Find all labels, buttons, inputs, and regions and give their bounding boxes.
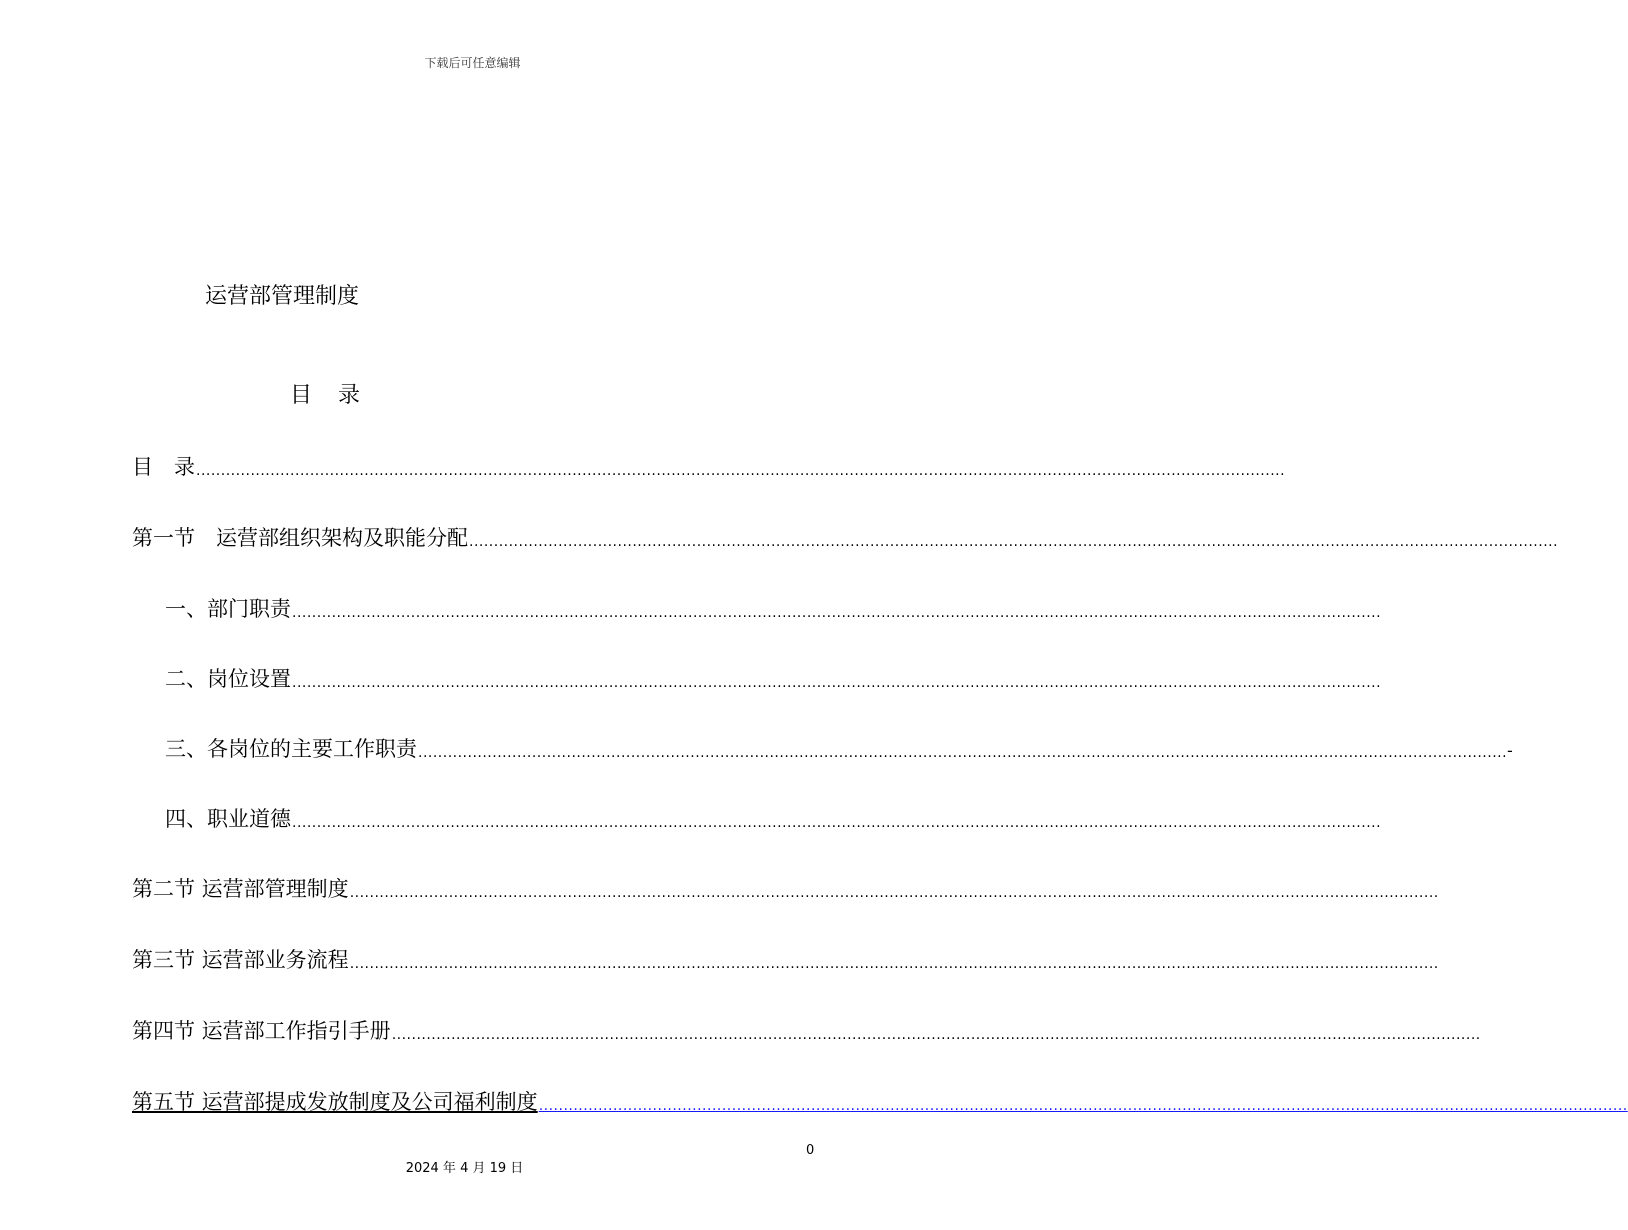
toc-entry-section-4[interactable]: [132, 1017, 1481, 1045]
toc-entry-label: 三、各岗位的主要工作职责: [165, 737, 417, 761]
toc-entry-label: 第三节 运营部业务流程: [132, 948, 349, 972]
toc-leader-dots: ............................................................................................................................................................................................................................: [292, 605, 1382, 621]
toc-entry-position-responsibilities[interactable]: [165, 735, 1513, 763]
toc-leader-dots: ............................................................................................................................................................................................................................: [469, 534, 1559, 550]
toc-entry-section-5-link[interactable]: [132, 1088, 1628, 1116]
page-number: 0: [806, 1143, 815, 1158]
toc-leader-dots: ............................................................................................................................................................................................................................: [292, 675, 1382, 691]
toc-entry-label: 第五节 运营部提成发放制度及公司福利制度: [132, 1090, 538, 1114]
header-note: 下载后可任意编辑: [424, 56, 521, 70]
toc-leader-dots: ............................................................................................................................................................................................................................: [349, 956, 1439, 972]
toc-heading-part2: 录: [338, 383, 361, 408]
toc-heading-part1: 目: [290, 383, 313, 408]
toc-entry-label: 一、部门职责: [165, 597, 291, 621]
toc-entry-label: 第四节 运营部工作指引手册: [132, 1019, 391, 1043]
toc-entry-contents[interactable]: [132, 453, 1286, 481]
toc-leader-dots: ............................................................................................................................................................................................................................: [538, 1098, 1628, 1114]
toc-leader-dots: ............................................................................................................................................................................................................................: [418, 745, 1508, 761]
toc-entry-label: 二、岗位设置: [165, 667, 291, 691]
toc-entry-department-duties[interactable]: [165, 595, 1382, 623]
toc-entry-section-3[interactable]: [132, 946, 1439, 974]
toc-entry-label: 目 录: [132, 455, 195, 479]
toc-entry-professional-ethics[interactable]: [165, 805, 1382, 833]
toc-leader-dots: ............................................................................................................................................................................................................................: [292, 815, 1382, 831]
toc-entry-label: 第一节 运营部组织架构及职能分配: [132, 526, 468, 550]
toc-entry-label: 第二节 运营部管理制度: [132, 877, 349, 901]
toc-entry-suffix: -: [1507, 741, 1513, 760]
toc-entry-section-1[interactable]: [132, 524, 1559, 552]
toc-entry-section-2[interactable]: [132, 875, 1439, 903]
toc-entry-position-setup[interactable]: [165, 665, 1382, 693]
toc-heading: [290, 378, 360, 409]
toc-leader-dots: ............................................................................................................................................................................................................................: [349, 885, 1439, 901]
toc-leader-dots: ............................................................................................................................................................................................................................: [391, 1027, 1481, 1043]
document-title: 运营部管理制度: [205, 284, 360, 309]
toc-entry-label: 四、职业道德: [165, 807, 291, 831]
footer-date: 2024 年 4 月 19 日: [405, 1161, 524, 1176]
toc-leader-dots: ............................................................................................................................................................................................................................: [196, 463, 1286, 479]
